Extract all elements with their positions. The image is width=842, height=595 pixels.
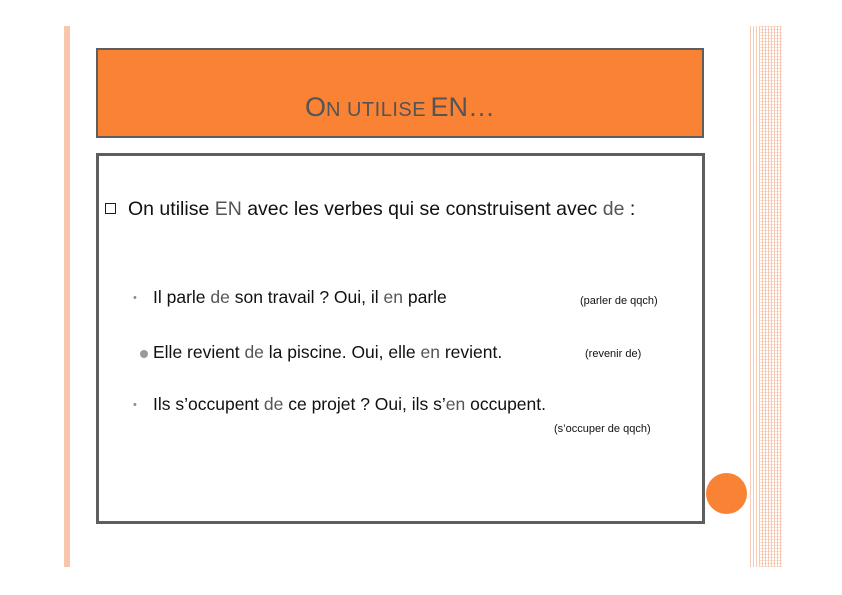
bullet-icon: • <box>133 292 137 304</box>
title-en: EN… <box>430 92 496 122</box>
example-3-text-c: occupent. <box>465 394 546 414</box>
example-2-text-a: Elle revient <box>153 342 245 362</box>
example-1-keyword-de: de <box>210 287 230 307</box>
example-1-text-c: parle <box>403 287 447 307</box>
checkbox-icon <box>105 203 116 214</box>
title-initial: O <box>304 92 326 122</box>
example-3-text-a: Ils s’occupent <box>153 394 264 414</box>
bullet-round-icon <box>140 350 148 358</box>
title-rest: N UTILISE <box>325 99 427 121</box>
example-1-text-b: son travail ? Oui, il <box>229 287 384 307</box>
example-3-keyword-de: de <box>263 394 284 414</box>
intro-text-3: : <box>624 198 636 220</box>
rule-statement <box>128 195 698 224</box>
title-banner <box>96 48 704 138</box>
example-3-note: (s’occuper de qqch) <box>554 423 651 435</box>
example-1-note: (parler de qqch) <box>580 295 658 307</box>
example-2-note: (revenir de) <box>585 348 642 360</box>
bullet-icon: • <box>133 399 137 411</box>
slide-title <box>98 92 702 123</box>
example-2 <box>153 342 502 363</box>
example-3-keyword-en: en <box>445 394 466 414</box>
example-3 <box>153 394 546 415</box>
left-decor-stripe <box>64 26 70 567</box>
decor-circle <box>706 473 747 514</box>
intro-text-2: avec les verbes qui se construisent avec <box>241 198 603 220</box>
right-decor-stripes <box>750 26 782 567</box>
example-2-text-b: la piscine. Oui, elle <box>263 342 421 362</box>
example-1-keyword-en: en <box>383 287 403 307</box>
intro-keyword-de: de <box>602 198 625 220</box>
example-1 <box>153 287 447 308</box>
example-3-text-b: ce projet ? Oui, ils s’ <box>283 394 446 414</box>
example-2-keyword-de: de <box>244 342 264 362</box>
intro-text-1: On utilise <box>128 198 215 220</box>
intro-keyword-en: EN <box>214 198 242 220</box>
example-2-text-c: revient. <box>439 342 503 362</box>
example-2-keyword-en: en <box>420 342 440 362</box>
example-1-text-a: Il parle <box>153 287 211 307</box>
